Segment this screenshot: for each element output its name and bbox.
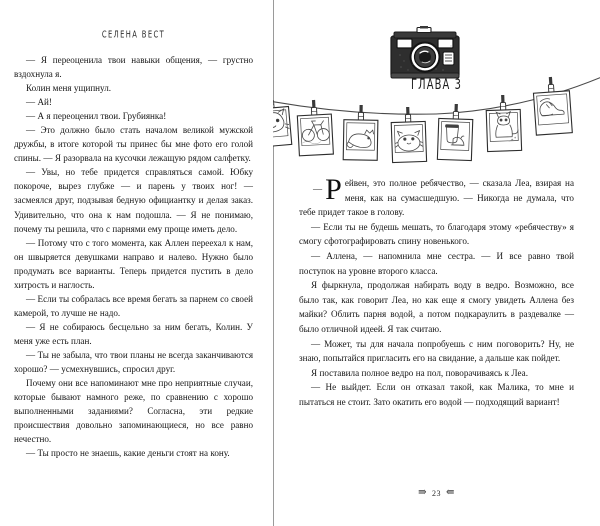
paragraph: — Если ты не будешь мешать, то благодаря этому «ребячеству» я смогу сфотографировать спину новенького. — [299, 221, 574, 247]
folio-page-number — [273, 487, 600, 498]
chapter-header-illustration — [273, 18, 600, 168]
chapter-title: ГЛАВА 3 — [411, 76, 462, 93]
left-page — [0, 0, 273, 526]
paragraph: — Потому что с того момента, как Аллен переехал к нам, он швыряется девушками направо и налево. Нужно было продумать все варианты. Теперь придется пустить в дело хитрость и наглость. — [14, 237, 253, 290]
paragraph: — Увы, но тебе придется справляться самой. Юбку покороче, вырез глубже — и парень у твоих ног! — засмеялся друг, подзывая бедную официантку и делая заказ. Удивительно, что она к нам подошла. — Я не понимаю, почему ты решила, что с парнями ему проще иметь дело. — [14, 167, 253, 234]
paragraph: — Ты просто не знаешь, какие деньги стоят на кону. — [26, 448, 230, 459]
chapter-opening-paragraph — [299, 173, 574, 220]
folio-ornament-right-icon: ⇚ — [446, 487, 455, 498]
right-page — [273, 0, 600, 526]
page-number: 23 — [432, 489, 441, 498]
running-head-author: СЕЛЕНА ВЕСТ — [101, 28, 166, 41]
drop-cap-letter: Р — [325, 173, 342, 206]
paragraph: — Если ты собралась все время бегать за парнем со своей камерой, то лучше не надо. — [14, 293, 253, 318]
paragraph: Почему они все напоминают мне про неприятные случаи, которые бывают намного реже, по сравнению с хорошо выполненными заданиями? Согласна, эти редкие происшествия довольно запоминающиеся, но все равно нечестно. — [14, 378, 253, 445]
cat-face-photo — [273, 92, 292, 148]
paragraph: — Не выйдет. Если он отказал такой, как Малика, то мне и пытаться не стоит. Зато окатить его водой — подходящий вариант! — [299, 382, 574, 407]
paragraph: — Ай! — [26, 97, 52, 108]
fat-cat-photo — [391, 106, 427, 162]
paragraph: Я поставила полное ведро на пол, поворачиваясь к Леа. — [311, 367, 529, 378]
paragraph: Я фыркнула, продолжая набирать воду в ведро. Возможно, все было так, как говорит Леа, но как еще я смогу увидеть Аллена без майки? Облить парня водой, а потом подкараулить в раздевалке — было отличной идеей. Я так считаю. — [299, 280, 574, 334]
folio-ornament-left-icon: ⇛ — [418, 487, 427, 498]
sitting-cat-photo — [486, 94, 522, 151]
bicycle-photo — [297, 99, 334, 156]
paragraph: — Может, ты для начала попробуешь с ним поговорить? Ну, не знаю, попытайся пригласить его на свидание, а дальше как пойдет. — [299, 338, 574, 364]
hanging-photos-and-camera-drawing — [273, 18, 600, 168]
paragraph: — Я не собираюсь бесцельно за ним бегать, Колин. У меня уже есть план. — [14, 321, 253, 346]
paragraph: — Аллена, — напомнила мне сестра. — И все равно твой поступок на уровне второго класса. — [299, 250, 574, 276]
left-page-body — [14, 53, 253, 460]
right-page-body — [299, 173, 574, 410]
paragraph: — Я переоценила твои навыки общения, — грустно вздохнула я. — [14, 55, 253, 80]
camera-icon — [391, 26, 459, 78]
paragraph: Колин меня ущипнул. — [26, 83, 112, 94]
paragraph: — Это должно было стать началом великой мужской дружбы, в итоге которой ты принес бы мне фото его голой спины. — Я разорвала на кусочки лежащую рядом салфетку. — [14, 125, 253, 164]
opening-em-dash: — — [313, 184, 323, 194]
paragraph: — А я переоценил твои. Грубиянка! — [26, 111, 167, 122]
opening-paragraph-text: ейвен, это полное ребячество, — сказала Леа, взирая на меня, как на сумасшедшую. — Никогда не думала, что тебе придет такое в голову. — [299, 178, 574, 218]
paragraph: — Ты не забыла, что твои планы не всегда заканчиваются хорошо? — усмехнувшись, спросил друг. — [14, 349, 253, 375]
